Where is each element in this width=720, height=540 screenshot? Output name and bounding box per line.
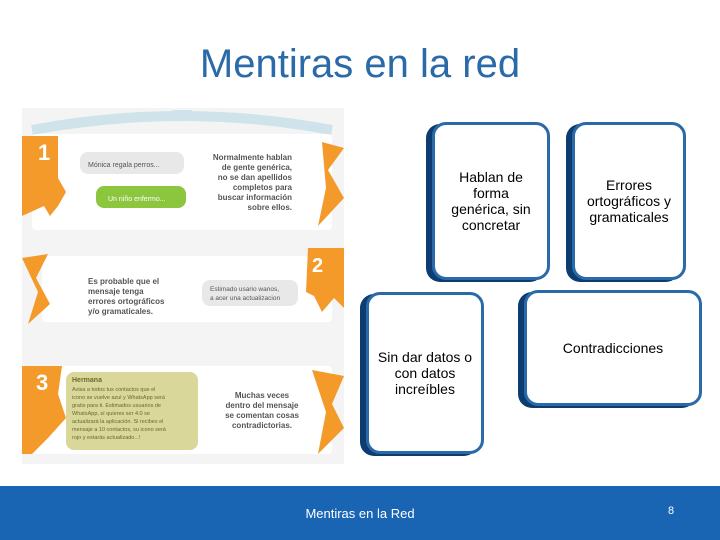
svg-text:mensaje a 10 contactos, su ico: mensaje a 10 contactos, su icono será: [72, 427, 166, 433]
box-generic-label: Hablan de forma genérica, sin concretar: [451, 168, 531, 234]
svg-text:Normalmente hablan: Normalmente hablan: [212, 153, 292, 162]
svg-text:de gente genérica,: de gente genérica,: [221, 163, 292, 172]
box-no-data: [366, 292, 484, 454]
box-errors-label: Errores ortográficos y gramaticales: [586, 176, 672, 226]
svg-text:completos para: completos para: [232, 183, 292, 192]
slide-title: Mentiras en la red: [199, 42, 521, 86]
box-no-data-label: Sin dar datos o con datos increíbles: [377, 348, 473, 398]
svg-text:Hermana: Hermana: [72, 377, 102, 384]
svg-text:Avisa a todos tus contactos qu: Avisa a todos tus contactos que el: [72, 387, 156, 393]
step3-text: [225, 391, 299, 430]
step1-panel: [32, 134, 332, 230]
svg-text:se comentan cosas: se comentan cosas: [225, 411, 299, 420]
page-number: 8: [668, 505, 675, 517]
svg-text:no se dan apellidos: no se dan apellidos: [217, 173, 292, 182]
box-generic: [432, 122, 550, 280]
svg-text:buscar información: buscar información: [217, 193, 292, 202]
svg-text:dentro del mensaje: dentro del mensaje: [225, 401, 299, 410]
svg-text:Muchas veces: Muchas veces: [234, 391, 290, 400]
svg-text:Un niño enfermo...: Un niño enfermo...: [108, 196, 166, 203]
svg-text:Estimado usario wanos,: Estimado usario wanos,: [210, 286, 280, 293]
svg-text:Mónica regala perros...: Mónica regala perros...: [88, 162, 160, 169]
step2-bubble: [202, 280, 298, 306]
step1-number: 1: [38, 140, 51, 165]
svg-text:actualizará la aplicación. Si: actualizará la aplicación. Si recibes el: [72, 419, 164, 425]
svg-text:sobre ellos.: sobre ellos.: [247, 203, 292, 212]
svg-text:rojo y estarás actualizado...!: rojo y estarás actualizado...!: [72, 435, 141, 441]
svg-text:contradictorias.: contradictorias.: [231, 421, 293, 430]
infographic: [22, 108, 344, 464]
box-contradictions-label: Contradicciones: [562, 339, 664, 356]
svg-text:a acer una actualizacion: a acer una actualizacion: [210, 295, 281, 302]
svg-text:gratis para ti. Estimados usua: gratis para ti. Estimados usuarios de: [72, 403, 161, 409]
svg-text:y/o gramaticales.: y/o gramaticales.: [88, 307, 153, 316]
svg-text:Es probable que el: Es probable que el: [88, 277, 160, 286]
box-contradictions: [524, 290, 702, 406]
svg-text:WhatsApp, sí quieres ser 4.0 s: WhatsApp, sí quieres ser 4.0 se: [72, 411, 150, 417]
svg-text:mensaje tenga: mensaje tenga: [88, 287, 144, 296]
box-errors: [572, 122, 686, 280]
step3-number: 3: [36, 370, 49, 395]
footer-text: Mentiras en la Red: [305, 506, 415, 521]
step2-number: 2: [312, 255, 324, 277]
svg-text:icono se vuelve azul y WhatsAp: icono se vuelve azul y WhatsApp será: [72, 395, 165, 401]
svg-text:errores ortográficos: errores ortográficos: [88, 297, 165, 306]
